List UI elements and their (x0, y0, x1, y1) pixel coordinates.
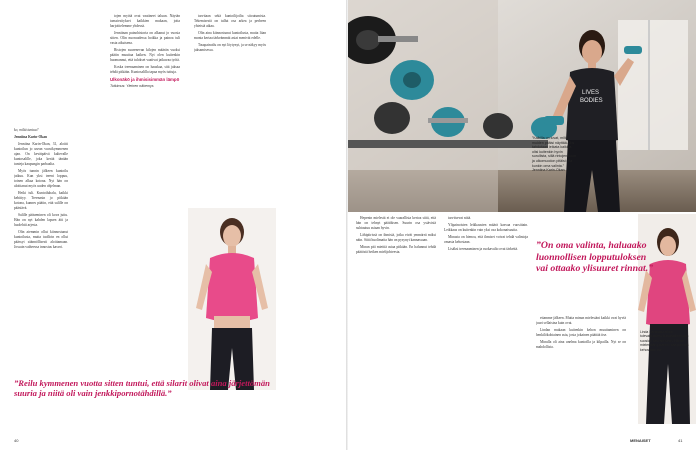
right-page (348, 0, 696, 450)
left-column-2 (110, 14, 180, 374)
paragraph: Salille pääseminen oli kova juttu. Hän on nyt kahden lapsen äiti ja huolehtii arjesta. (14, 213, 68, 227)
paragraph: Ylipainoisten leikkausten määrä kasvaa vuosittain. Leikkaus on kuitenkin vain yksi osa kokonaisuutta. (444, 223, 528, 232)
paragraph: tarvitaan sekä kuntoilijoilta sitoutumista. Tekemisestä on tullut osa arkea ja perheen yhteistä aikaa. (194, 14, 266, 28)
paragraph: Minulla oli aina unelma kuntoilla ja kilpailla. Nyt se on mahdollista. (536, 340, 626, 349)
paragraph: Minun piti miettiä asiaa pitkään. En halunnut tehdä päätöstä hetken mielijohteesta. (356, 245, 436, 254)
paragraph: Myös tunnin jälkeen kuntoilu jatkuu. Kun yksi treeni loppuu, toinen alkaa kotona. Nyt hän on aloittanut myös uuden ohjelman. (14, 169, 68, 188)
paragraph: Ristojen suurenevan kilojen määrän vuoksi päätin muuttaa kaiken. Nyt olen kuitenkin huomannut, että tulokset vaativat jatkuvaa työtä. (110, 48, 180, 62)
paragraph: Minusta on hienoa, että ihmiset voivat tehdä valintoja omasta kehostaan. (444, 235, 528, 244)
svg-text:LIVES: LIVES (582, 90, 600, 96)
left-column-1 (14, 128, 68, 373)
paragraph: Hetki tuli. Kuntoiluhalu, kaikki kehittyy. Treenasin jo pitkään kotona, kunnes päätin, että salille on päästävä. (14, 191, 68, 210)
svg-text:BODIES: BODIES (580, 98, 603, 104)
sidebar-quote: ”Kaikilla on luvat, miltä muiden pitäisi näyttää. Jos tahdotaan leikata kaikilta olisi kuitenkin hyvin surullista, sillä rintojen koon ja ulkomuodon pitäisi olla kunkin oma valinta.” Jenniina Karin-Okan (532, 136, 576, 173)
paragraph: tarvitsevat niitä. (448, 216, 472, 220)
paragraph: Olin aina kiinnostunut kuntoilusta, mutta liian monta kertaa tärkeämmät asiat menivät edelle. (194, 31, 266, 40)
photo-caption: Linda Danekas uskoo tulevaisuuteen kuntosalitreenien suosion kasvamiseen. Hänen mielestään jokainen saa päättää kehostaan itse. (640, 330, 689, 352)
gym-photo (348, 0, 696, 212)
subheading-meta: Tutkimus: Yleinen näkemys (110, 84, 154, 88)
paragraph: Jenniinan painohistoria on alkanut jo vuosia sitten. Olin nuoruudessa hoikka ja painoa tuli vasta aikuisena. (110, 31, 180, 45)
subheading: Ulkonäkö ja ihmisisimmän lämpö (110, 77, 180, 82)
paragraph: Lisäksi treenaaminen ja ruokavalio ovat tärkeitä. (448, 247, 519, 251)
pull-quote: ”On oma valinta, haluaako luonnollisen lopputuloksen vai ottaako ylisuuret rinnat.” (536, 240, 654, 275)
paragraph: tojen myötä ovat vaatineet taluun. Näytän tanssiesitykset kaikkien mukaan, joita harjoittelemme yhdessä. (110, 14, 180, 28)
paragraph: Hepenin mielestä ei ole vaarallista kertoa siitä, että hän on tehnyt päätöksen. Suurin osa ystävistä suhtautuu asiaan hyvin. (356, 216, 436, 230)
page-number: 41 (678, 438, 683, 443)
paragraph: Lähipiirissä on ihmisiä, jotka eivät ymmärrä miksi näin. Siitä huolimatta hän on pysynyt kannassaan. (356, 233, 436, 242)
photo-woman-pink-top (188, 208, 276, 390)
paragraph: Jenniina Karin-Okan, 31, aloitti kuntoilun jo usean vuosikymmenen ajan. On kevätpäivä kaltevalle kuntosalille, joka kerää tänään tunteja kaupungin parhaalta. (14, 142, 68, 166)
page-number: 40 (14, 438, 19, 443)
paragraph: Tasapainoilu on nyt löytynyt, ja se näkyy myös jaksamisessa. (194, 43, 266, 52)
right-column-3 (536, 316, 626, 441)
magazine-name: MENAISET (630, 438, 651, 443)
paragraph: Lindan mukaan kuitenkin kehon muuttaminen on henkilökohtainen asia, josta jokainen päättää itse. (536, 328, 626, 337)
right-column-1 (356, 216, 436, 441)
left-column-3 (194, 14, 266, 204)
byline: Jenniina Karin-Okan (14, 135, 48, 139)
paragraph: Olin aiemmin ollut kiinnostunut kuntoilusta, mutta tuolloin en ollut päässyt säännöllisesti aloittamaan. Jossain vaiheessa innostus kasvoi. (14, 230, 68, 249)
right-column-2 (444, 216, 528, 441)
intro-question: ko, miltä tuntuu? (14, 128, 39, 132)
pull-quote: ”Reilu kymmenen vuotta sitten tuntui, että silarit olivat aina järjettömän suuria ja niitä oli vain jenkkipornotähdillä.” (14, 378, 270, 399)
paragraph: ettamme jälkeen. Mutta minun mielestäni kaikki ovat hyviä juuri sellaisina kuin ovat. (536, 316, 626, 325)
paragraph: Koska treenaaminen on hauskaa, sitä jaksaa tehdä pitkään. Kuntosalilla tapaa myös tuttuja. (110, 65, 180, 74)
